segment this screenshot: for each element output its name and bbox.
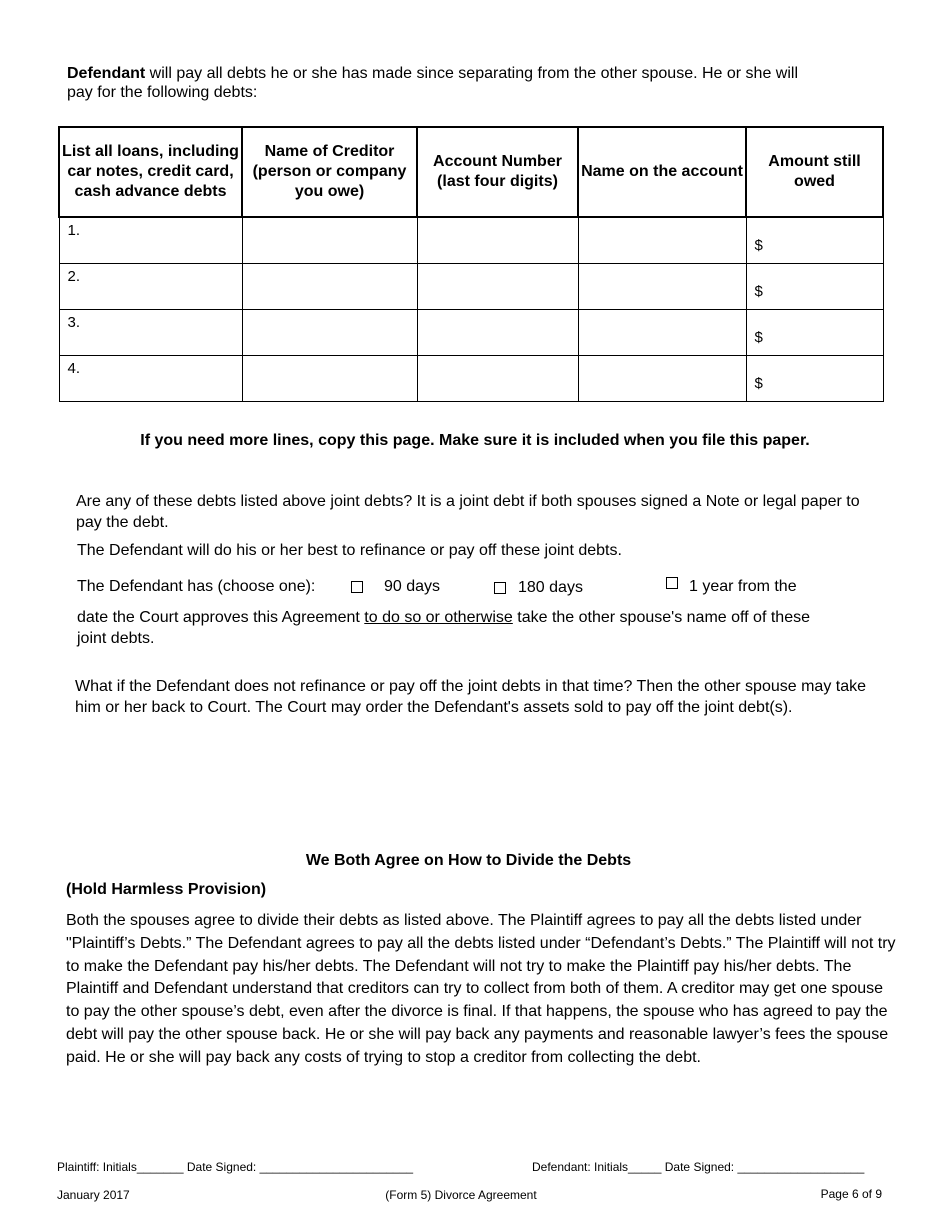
more-lines-note: If you need more lines, copy this page. Make sure it is included when you file this paper. bbox=[140, 432, 810, 449]
section-subtitle: (Hold Harmless Provision) bbox=[66, 881, 267, 898]
option-90-days: 90 days bbox=[384, 578, 441, 595]
row-number: 3. bbox=[67, 314, 81, 331]
refinance-statement: The Defendant will do his or her best to refinance or pay off these joint debts. bbox=[77, 542, 622, 559]
row-number: 1. bbox=[67, 222, 81, 239]
account-name-cell[interactable] bbox=[578, 310, 746, 356]
creditor-cell[interactable] bbox=[242, 264, 417, 310]
currency-symbol: $ bbox=[754, 237, 763, 254]
continuation-post: take the other spouse's name off of these joint debts. bbox=[77, 609, 810, 647]
intro-bold: Defendant bbox=[67, 65, 146, 82]
option-1-year: 1 year from the bbox=[689, 578, 797, 595]
creditor-cell[interactable] bbox=[242, 356, 417, 402]
option-180-days: 180 days bbox=[518, 579, 583, 596]
amount-cell[interactable] bbox=[746, 264, 883, 310]
currency-symbol: $ bbox=[754, 375, 763, 392]
choose-one-row bbox=[77, 577, 877, 599]
account-number-cell[interactable] bbox=[417, 217, 578, 264]
choose-label: The Defendant has (choose one): bbox=[77, 578, 316, 595]
table-header-row bbox=[59, 127, 883, 217]
row-number: 4. bbox=[67, 360, 81, 377]
table-row bbox=[59, 264, 883, 310]
what-if-paragraph: What if the Defendant does not refinance or pay off the joint debts in that time? Then the other spouse may take him or her back to Court. The Court may order the Defendant's assets sold to pay off the joint debt(s). bbox=[75, 678, 867, 716]
continuation-pre: date the Court approves this Agreement bbox=[77, 609, 365, 626]
loan-cell[interactable] bbox=[59, 264, 242, 310]
account-name-cell[interactable] bbox=[578, 217, 746, 264]
loan-cell[interactable] bbox=[59, 356, 242, 402]
approval-continuation bbox=[77, 608, 837, 649]
account-name-cell[interactable] bbox=[578, 264, 746, 310]
section-title: We Both Agree on How to Divide the Debts bbox=[305, 852, 632, 869]
account-number-cell[interactable] bbox=[417, 264, 578, 310]
footer-date: January 2017 bbox=[57, 1188, 130, 1202]
header-account-name: Name on the account bbox=[578, 127, 746, 217]
joint-debt-question: Are any of these debts listed above joint debts? It is a joint debt if both spouses signed a Note or legal paper to pay the debt. bbox=[76, 493, 860, 531]
amount-cell[interactable] bbox=[746, 310, 883, 356]
amount-cell[interactable] bbox=[746, 217, 883, 264]
checkbox-180-days[interactable] bbox=[494, 582, 506, 594]
account-number-cell[interactable] bbox=[417, 310, 578, 356]
header-loans: List all loans, including car notes, credit card, cash advance debts bbox=[59, 127, 242, 217]
intro-paragraph bbox=[67, 64, 827, 102]
loan-cell[interactable] bbox=[59, 217, 242, 264]
loan-cell[interactable] bbox=[59, 310, 242, 356]
account-number-cell[interactable] bbox=[417, 356, 578, 402]
header-amount-owed: Amount still owed bbox=[746, 127, 883, 217]
header-creditor: Name of Creditor (person or company you owe) bbox=[242, 127, 417, 217]
account-name-cell[interactable] bbox=[578, 356, 746, 402]
checkbox-90-days[interactable] bbox=[351, 581, 363, 593]
footer-page-number: Page 6 of 9 bbox=[820, 1187, 882, 1201]
currency-symbol: $ bbox=[754, 283, 763, 300]
row-number: 2. bbox=[67, 268, 81, 285]
table-row bbox=[59, 310, 883, 356]
footer-form-name: (Form 5) Divorce Agreement bbox=[385, 1188, 537, 1202]
intro-text: will pay all debts he or she has made since separating from the other spouse. He or she will pay for the following debts: bbox=[67, 65, 799, 101]
continuation-underlined: to do so or otherwise bbox=[364, 609, 513, 626]
hold-harmless-body: Both the spouses agree to divide their debts as listed above. The Plaintiff agrees to pay all the debts listed under "Plaintiff’s Debts.” The Defendant agrees to pay all the debts listed under “Defendant’s Debts.” The Plaintiff will not try to make the Defendant pay his/her debts. The Defendant will not try to make the Plaintiff pay his/her debts. The Plaintiff and Defendant understand that creditors can try to collect from both of them. A creditor may get one spouse to pay the other spouse’s debt, even after the divorce is final. If that happens, the spouse who has agreed to pay the debt will pay the other spouse back. He or she will pay back any payments and reasonable lawyer’s fees the spouse paid. He or she will pay back any costs of trying to stop a creditor from collecting the debt. bbox=[66, 912, 896, 1066]
defendant-initials-line[interactable]: Defendant: Initials_____ Date Signed: ___________________ bbox=[532, 1160, 865, 1174]
table-row bbox=[59, 217, 883, 264]
plaintiff-initials-line[interactable]: Plaintiff: Initials_______ Date Signed: _______________________ bbox=[57, 1160, 414, 1174]
header-account-number: Account Number (last four digits) bbox=[417, 127, 578, 217]
debts-table bbox=[58, 126, 884, 402]
checkbox-1-year[interactable] bbox=[666, 577, 678, 589]
creditor-cell[interactable] bbox=[242, 310, 417, 356]
creditor-cell[interactable] bbox=[242, 217, 417, 264]
currency-symbol: $ bbox=[754, 329, 763, 346]
table-row bbox=[59, 356, 883, 402]
amount-cell[interactable] bbox=[746, 356, 883, 402]
